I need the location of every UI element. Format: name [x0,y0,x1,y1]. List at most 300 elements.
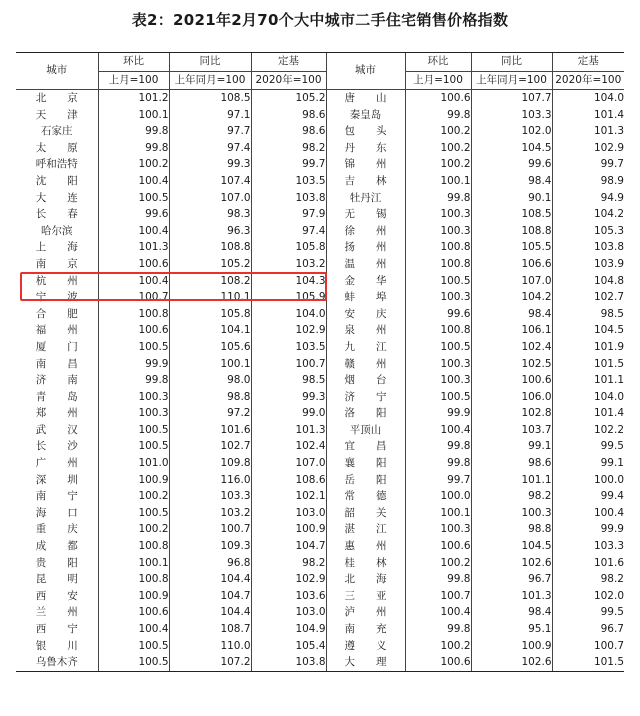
yoy-value-cell-right: 104.5 [471,140,552,157]
city-name-cell-left: 南 京 [35,257,78,270]
yoy-value-cell-right: 108.5 [471,206,552,223]
mom-value-cell-right: 99.6 [405,306,471,323]
mom-value-cell-left: 101.3 [98,239,169,256]
mom-value-cell-left: 99.6 [98,206,169,223]
mom-value-cell-right: 100.4 [405,604,471,621]
mom-value-cell-right: 99.8 [405,571,471,588]
city-name-cell-left: 乌鲁木齐 [16,654,98,671]
table-row [16,638,624,655]
mom-value-cell-right: 100.0 [405,488,471,505]
city-name-cell-left: 济 南 [35,374,78,387]
fixed-value-cell-right: 104.0 [552,90,624,107]
mom-value-cell-right: 100.5 [405,339,471,356]
city-name-cell-right: 烟 台 [326,372,405,389]
mom-base-left: 上月=100 [98,71,169,90]
yoy-value-cell-left: 97.7 [169,123,251,140]
price-index-table [16,52,624,672]
city-name-cell-left: 天 津 [35,108,78,121]
fixed-value-cell-left: 105.2 [251,90,326,107]
city-name-cell-left: 长 春 [35,208,78,221]
city-name-cell-right: 温 州 [326,256,405,273]
mom-value-cell-right: 100.2 [405,638,471,655]
table-row [16,604,624,621]
yoy-value-cell-right: 96.7 [471,571,552,588]
yoy-value-cell-right: 102.6 [471,654,552,671]
mom-value-cell-left: 100.6 [98,256,169,273]
city-name-cell-right: 遵 义 [326,638,405,655]
yoy-value-cell-left: 104.1 [169,322,251,339]
yoy-value-cell-right: 102.0 [471,123,552,140]
yoy-value-cell-left: 107.2 [169,654,251,671]
city-name-cell-right: 湛 江 [326,521,405,538]
city-name-cell-left: 武 汉 [35,423,78,436]
table-body [16,90,624,672]
fixed-value-cell-right: 99.5 [552,438,624,455]
city-name-cell-left: 太 原 [35,141,78,154]
fixed-value-cell-left: 102.9 [251,322,326,339]
fixed-value-cell-left: 103.6 [251,588,326,605]
yoy-value-cell-right: 107.7 [471,90,552,107]
mom-value-cell-right: 100.4 [405,422,471,439]
yoy-value-cell-left: 102.7 [169,438,251,455]
city-name-cell-right: 赣 州 [326,356,405,373]
mom-value-cell-left: 100.7 [98,289,169,306]
fixed-value-cell-right: 101.3 [552,123,624,140]
table-row [16,239,624,256]
mom-value-cell-left: 100.5 [98,505,169,522]
city-name-cell-right: 三 亚 [326,588,405,605]
fixed-value-cell-right: 100.4 [552,505,624,522]
yoy-value-cell-right: 102.5 [471,356,552,373]
city-name-cell-left: 呼和浩特 [35,158,78,171]
table-row [16,339,624,356]
mom-value-cell-right: 99.8 [405,621,471,638]
yoy-value-cell-left: 116.0 [169,472,251,489]
table-row [16,621,624,638]
table-row [16,571,624,588]
city-name-cell-right: 泉 州 [326,322,405,339]
fixed-value-cell-left: 98.6 [251,107,326,124]
yoy-value-cell-left: 107.0 [169,190,251,207]
table-row [16,107,624,124]
mom-value-cell-right: 100.6 [405,90,471,107]
yoy-value-cell-right: 101.1 [471,472,552,489]
city-header-left: 城市 [16,53,98,90]
city-name-cell-right: 扬 州 [326,239,405,256]
fixed-value-cell-right: 99.5 [552,604,624,621]
mom-value-cell-right: 100.2 [405,555,471,572]
mom-value-cell-left: 101.2 [98,90,169,107]
table-row [16,505,624,522]
city-name-cell-right: 洛 阳 [326,405,405,422]
fixed-value-cell-left: 105.4 [251,638,326,655]
table-row [16,488,624,505]
table-row [16,223,624,240]
mom-header-right: 环比 [405,53,471,72]
fixed-value-cell-left: 108.6 [251,472,326,489]
fixed-value-cell-left: 99.0 [251,405,326,422]
yoy-value-cell-right: 90.1 [471,190,552,207]
city-name-cell-left: 厦 门 [35,340,78,353]
city-name-cell-right: 济 宁 [326,389,405,406]
fixed-value-cell-left: 105.8 [251,239,326,256]
fixed-value-cell-left: 104.0 [251,306,326,323]
table-row [16,389,624,406]
yoy-value-cell-left: 100.1 [169,356,251,373]
mom-value-cell-right: 99.8 [405,438,471,455]
mom-value-cell-left: 100.4 [98,173,169,190]
yoy-value-cell-right: 99.1 [471,438,552,455]
city-name-cell-right: 宜 昌 [326,438,405,455]
mom-value-cell-left: 100.5 [98,638,169,655]
city-name-cell-right: 包 头 [326,123,405,140]
fixed-value-cell-right: 101.5 [552,356,624,373]
fixed-value-cell-left: 99.7 [251,156,326,173]
fixed-value-cell-right: 102.2 [552,422,624,439]
yoy-value-cell-left: 104.4 [169,604,251,621]
city-name-cell-right: 韶 关 [326,505,405,522]
table-row [16,256,624,273]
fixed-value-cell-left: 104.9 [251,621,326,638]
yoy-value-cell-left: 98.8 [169,389,251,406]
yoy-value-cell-left: 110.0 [169,638,251,655]
mom-value-cell-left: 100.5 [98,422,169,439]
fixed-value-cell-right: 103.8 [552,239,624,256]
mom-value-cell-left: 100.4 [98,621,169,638]
mom-value-cell-right: 100.8 [405,322,471,339]
fixed-value-cell-left: 105.9 [251,289,326,306]
yoy-value-cell-right: 99.6 [471,156,552,173]
table-row [16,438,624,455]
table-row [16,405,624,422]
fixed-value-cell-left: 98.5 [251,372,326,389]
fixed-base-left: 2020年=100 [251,71,326,90]
city-name-cell-right: 金 华 [326,273,405,290]
fixed-value-cell-left: 107.0 [251,455,326,472]
yoy-value-cell-right: 108.8 [471,223,552,240]
fixed-value-cell-right: 99.7 [552,156,624,173]
fixed-value-cell-right: 100.7 [552,638,624,655]
yoy-value-cell-right: 103.3 [471,107,552,124]
fixed-value-cell-left: 98.2 [251,555,326,572]
table-row [16,521,624,538]
table-row [16,90,624,107]
city-name-cell-left: 上 海 [35,241,78,254]
fixed-value-cell-right: 102.7 [552,289,624,306]
mom-value-cell-left: 100.9 [98,588,169,605]
fixed-value-cell-left: 103.5 [251,173,326,190]
fixed-value-cell-right: 99.4 [552,488,624,505]
city-name-cell-left: 青 岛 [35,390,78,403]
city-name-cell-left: 宁 波 [35,291,78,304]
fixed-value-cell-right: 101.6 [552,555,624,572]
yoy-value-cell-left: 109.8 [169,455,251,472]
mom-value-cell-right: 100.1 [405,173,471,190]
city-name-cell-right: 唐 山 [326,90,405,107]
city-name-cell-left: 北 京 [35,92,78,104]
fixed-header-left: 定基 [251,53,326,72]
yoy-value-cell-right: 98.4 [471,604,552,621]
city-header-right: 城市 [326,53,405,90]
table-row [16,538,624,555]
mom-value-cell-right: 100.6 [405,654,471,671]
fixed-value-cell-left: 103.0 [251,505,326,522]
table-row [16,455,624,472]
table-row [16,372,624,389]
fixed-base-right: 2020年=100 [552,71,624,90]
table-row [16,356,624,373]
fixed-value-cell-right: 98.2 [552,571,624,588]
fixed-value-cell-left: 100.7 [251,356,326,373]
fixed-value-cell-right: 99.1 [552,455,624,472]
mom-value-cell-right: 99.8 [405,190,471,207]
yoy-value-cell-left: 104.4 [169,571,251,588]
mom-value-cell-right: 100.3 [405,372,471,389]
mom-value-cell-right: 100.3 [405,223,471,240]
city-name-cell-left: 杭 州 [35,274,78,287]
mom-value-cell-right: 100.6 [405,538,471,555]
yoy-value-cell-left: 98.0 [169,372,251,389]
city-name-cell-left: 长 沙 [35,440,78,453]
yoy-value-cell-left: 103.2 [169,505,251,522]
mom-value-cell-left: 99.8 [98,372,169,389]
fixed-value-cell-right: 100.0 [552,472,624,489]
yoy-value-cell-right: 103.7 [471,422,552,439]
city-name-cell-right: 丹 东 [326,140,405,157]
mom-value-cell-right: 100.2 [405,123,471,140]
table-row [16,289,624,306]
mom-value-cell-left: 100.4 [98,273,169,290]
mom-header-left: 环比 [98,53,169,72]
mom-value-cell-right: 100.3 [405,356,471,373]
mom-value-cell-right: 99.8 [405,455,471,472]
fixed-value-cell-left: 103.0 [251,604,326,621]
mom-value-cell-left: 99.8 [98,140,169,157]
city-name-cell-left: 深 圳 [35,473,78,486]
fixed-value-cell-right: 98.9 [552,173,624,190]
table-row [16,123,624,140]
fixed-value-cell-left: 103.8 [251,190,326,207]
fixed-value-cell-right: 104.2 [552,206,624,223]
fixed-value-cell-left: 99.3 [251,389,326,406]
yoy-value-cell-right: 98.4 [471,173,552,190]
yoy-value-cell-right: 106.0 [471,389,552,406]
city-name-cell-right: 牡丹江 [326,190,405,207]
fixed-value-cell-right: 96.7 [552,621,624,638]
fixed-value-cell-left: 102.9 [251,571,326,588]
fixed-value-cell-right: 103.3 [552,538,624,555]
mom-value-cell-left: 100.3 [98,405,169,422]
mom-value-cell-right: 100.7 [405,588,471,605]
mom-value-cell-left: 100.5 [98,654,169,671]
mom-value-cell-left: 99.9 [98,356,169,373]
city-name-cell-right: 南 充 [326,621,405,638]
table-row [16,206,624,223]
mom-value-cell-left: 101.0 [98,455,169,472]
city-name-cell-right: 惠 州 [326,538,405,555]
city-name-cell-left: 昆 明 [35,573,78,586]
yoy-value-cell-left: 100.7 [169,521,251,538]
yoy-value-cell-right: 105.5 [471,239,552,256]
fixed-value-cell-right: 99.9 [552,521,624,538]
fixed-value-cell-right: 104.5 [552,322,624,339]
city-name-cell-right: 徐 州 [326,223,405,240]
yoy-value-cell-left: 96.3 [169,223,251,240]
fixed-value-cell-right: 101.1 [552,372,624,389]
mom-value-cell-left: 100.1 [98,555,169,572]
yoy-value-cell-left: 98.3 [169,206,251,223]
yoy-value-cell-left: 104.7 [169,588,251,605]
fixed-value-cell-left: 104.3 [251,273,326,290]
mom-value-cell-right: 99.7 [405,472,471,489]
yoy-value-cell-right: 106.6 [471,256,552,273]
fixed-value-cell-right: 103.9 [552,256,624,273]
fixed-value-cell-left: 97.4 [251,223,326,240]
mom-value-cell-right: 100.2 [405,156,471,173]
yoy-value-cell-left: 97.2 [169,405,251,422]
yoy-value-cell-right: 98.6 [471,455,552,472]
table-row [16,654,624,671]
city-name-cell-right: 九 江 [326,339,405,356]
table-row [16,422,624,439]
city-name-cell-right: 桂 林 [326,555,405,572]
city-name-cell-left: 石家庄 [41,125,73,138]
yoy-value-cell-right: 100.6 [471,372,552,389]
mom-value-cell-right: 99.9 [405,405,471,422]
yoy-value-cell-left: 101.6 [169,422,251,439]
yoy-header-right: 同比 [471,53,552,72]
mom-value-cell-left: 100.6 [98,322,169,339]
city-name-cell-left: 合 肥 [35,307,78,320]
city-name-cell-left: 郑 州 [35,407,78,420]
yoy-value-cell-right: 95.1 [471,621,552,638]
fixed-value-cell-right: 104.0 [552,389,624,406]
table-row [16,588,624,605]
city-name-cell-right: 平顶山 [326,422,405,439]
fixed-value-cell-left: 102.1 [251,488,326,505]
mom-value-cell-left: 100.9 [98,472,169,489]
yoy-value-cell-left: 103.3 [169,488,251,505]
fixed-value-cell-left: 98.2 [251,140,326,157]
yoy-base-right: 上年同月=100 [471,71,552,90]
city-name-cell-right: 锦 州 [326,156,405,173]
fixed-value-cell-right: 105.3 [552,223,624,240]
mom-value-cell-right: 100.8 [405,256,471,273]
city-name-cell-right: 安 庆 [326,306,405,323]
mom-value-cell-left: 99.8 [98,123,169,140]
yoy-value-cell-right: 100.3 [471,505,552,522]
yoy-value-cell-right: 102.8 [471,405,552,422]
city-name-cell-right: 蚌 埠 [326,289,405,306]
mom-value-cell-left: 100.4 [98,223,169,240]
city-name-cell-left: 兰 州 [35,606,78,619]
city-name-cell-left: 西 安 [35,589,78,602]
city-name-cell-left: 重 庆 [35,523,78,536]
city-name-cell-left: 南 宁 [35,490,78,503]
table-row [16,140,624,157]
yoy-value-cell-right: 98.8 [471,521,552,538]
mom-value-cell-right: 100.5 [405,389,471,406]
yoy-value-cell-left: 105.8 [169,306,251,323]
mom-value-cell-left: 100.5 [98,438,169,455]
mom-value-cell-left: 100.1 [98,107,169,124]
table-row [16,306,624,323]
yoy-value-cell-left: 108.7 [169,621,251,638]
mom-value-cell-left: 100.8 [98,571,169,588]
city-name-cell-right: 吉 林 [326,173,405,190]
mom-base-right: 上月=100 [405,71,471,90]
yoy-value-cell-left: 97.1 [169,107,251,124]
fixed-value-cell-left: 103.5 [251,339,326,356]
mom-value-cell-left: 100.8 [98,538,169,555]
fixed-value-cell-right: 102.9 [552,140,624,157]
yoy-value-cell-right: 98.2 [471,488,552,505]
yoy-value-cell-right: 102.4 [471,339,552,356]
mom-value-cell-right: 100.3 [405,521,471,538]
fixed-value-cell-left: 100.9 [251,521,326,538]
city-name-cell-left: 成 都 [35,540,78,553]
city-name-cell-right: 秦皇岛 [326,107,405,124]
yoy-value-cell-right: 98.4 [471,306,552,323]
city-name-cell-left: 南 昌 [35,357,78,370]
yoy-value-cell-left: 108.5 [169,90,251,107]
yoy-value-cell-right: 101.3 [471,588,552,605]
fixed-value-cell-right: 101.4 [552,107,624,124]
yoy-value-cell-right: 106.1 [471,322,552,339]
city-name-cell-right: 北 海 [326,571,405,588]
yoy-value-cell-left: 97.4 [169,140,251,157]
table-row [16,156,624,173]
mom-value-cell-right: 100.3 [405,206,471,223]
fixed-value-cell-right: 102.0 [552,588,624,605]
yoy-value-cell-left: 107.4 [169,173,251,190]
mom-value-cell-left: 100.8 [98,306,169,323]
yoy-value-cell-left: 99.3 [169,156,251,173]
table-row [16,322,624,339]
yoy-value-cell-left: 108.2 [169,273,251,290]
yoy-value-cell-right: 104.5 [471,538,552,555]
table-row [16,555,624,572]
mom-value-cell-right: 100.8 [405,239,471,256]
city-name-cell-right: 襄 阳 [326,455,405,472]
fixed-value-cell-right: 104.8 [552,273,624,290]
yoy-header-left: 同比 [169,53,251,72]
fixed-value-cell-left: 104.7 [251,538,326,555]
yoy-value-cell-left: 105.2 [169,256,251,273]
yoy-value-cell-left: 105.6 [169,339,251,356]
yoy-value-cell-right: 104.2 [471,289,552,306]
city-name-cell-left: 沈 阳 [35,174,78,187]
yoy-base-left: 上年同月=100 [169,71,251,90]
mom-value-cell-left: 100.2 [98,156,169,173]
city-name-cell-left: 银 川 [35,639,78,652]
city-name-cell-left: 贵 阳 [35,556,78,569]
fixed-value-cell-left: 101.3 [251,422,326,439]
city-name-cell-right: 常 德 [326,488,405,505]
fixed-value-cell-right: 94.9 [552,190,624,207]
city-name-cell-left: 广 州 [35,457,78,470]
yoy-value-cell-left: 110.1 [169,289,251,306]
table-row [16,190,624,207]
table-row [16,472,624,489]
mom-value-cell-left: 100.3 [98,389,169,406]
fixed-value-cell-left: 103.8 [251,654,326,671]
table-title: 表2：2021年2月70个大中城市二手住宅销售价格指数 [131,11,509,29]
fixed-value-cell-left: 102.4 [251,438,326,455]
fixed-value-cell-right: 101.9 [552,339,624,356]
fixed-value-cell-right: 98.5 [552,306,624,323]
city-name-cell-right: 泸 州 [326,604,405,621]
